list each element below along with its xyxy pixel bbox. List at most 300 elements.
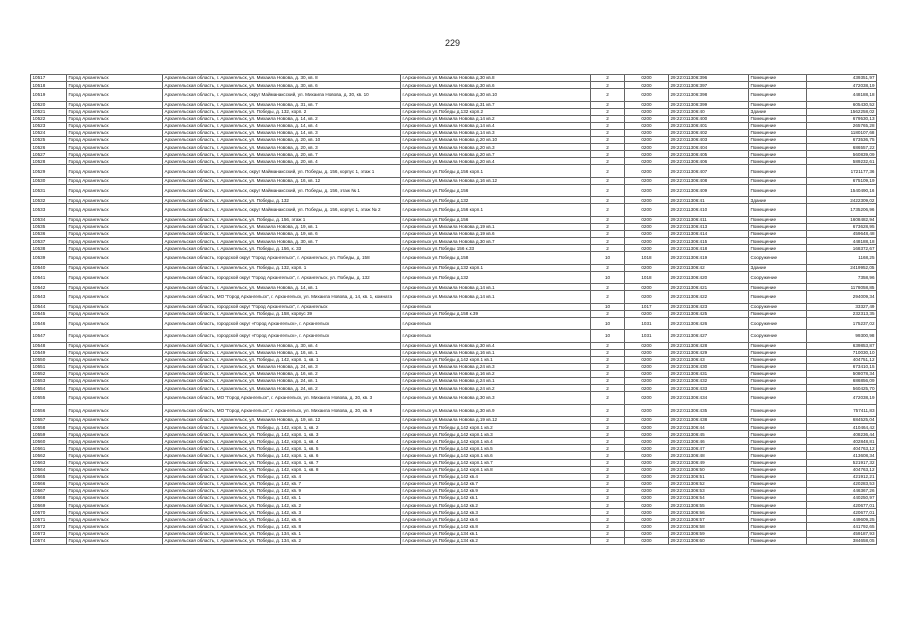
cell-cadastral-value: 441792,65 <box>807 523 877 530</box>
cell-cadastral-number: 29:22:011306:51 <box>669 473 749 480</box>
cell-record-number: 10557 <box>31 417 67 424</box>
cell-object-type: 2 <box>591 480 625 487</box>
cell-cadastral-value: 413608,34 <box>807 452 877 459</box>
cell-cadastral-number: 29:22:011306:47 <box>669 445 749 452</box>
cell-purpose: Помещение <box>749 502 807 509</box>
cell-record-number: 10518 <box>31 82 67 89</box>
cell-purpose: Помещение <box>749 82 807 89</box>
cell-short-address: г.Архангельск ул.Михаила Новова д.30 кв.6 <box>401 82 591 89</box>
cell-record-number: 10564 <box>31 466 67 473</box>
cell-purpose: Помещение <box>749 495 807 502</box>
cell-object-type: 2 <box>591 89 625 101</box>
table-row <box>31 101 877 108</box>
cell-object-type: 2 <box>591 310 625 317</box>
cell-full-address: Архангельская область, г. Архангельск, ул. Михаила Новова, д. 24, кв. 2 <box>163 385 401 392</box>
cell-purpose: Помещение <box>749 480 807 487</box>
cell-short-address: г.Архангельск ул.Михаила Новова д.14 кв.3 <box>401 129 591 136</box>
cell-settlement: Город Архангельск <box>67 223 163 230</box>
cell-purpose: Помещение <box>749 473 807 480</box>
cell-object-type: 2 <box>591 537 625 544</box>
cell-object-type: 2 <box>591 487 625 494</box>
cell-object-code: 0200 <box>625 216 669 223</box>
cell-settlement: Город Архангельск <box>67 404 163 416</box>
cell-cadastral-number: 29:22:011306:428 <box>669 342 749 349</box>
cell-purpose: Помещение <box>749 516 807 523</box>
cell-record-number: 10549 <box>31 349 67 356</box>
cell-object-code: 0200 <box>625 417 669 424</box>
cell-purpose: Помещение <box>749 530 807 537</box>
cell-cadastral-value: 408236,44 <box>807 431 877 438</box>
cell-full-address: Архангельская область, г. Архангельск, ул. Победы, д. 156, этаж 1 <box>163 216 401 223</box>
cell-short-address: г.Архангельск ул.Победы д.132 <box>401 197 591 204</box>
cell-object-type: 2 <box>591 245 625 252</box>
cell-cadastral-value: 560425,70 <box>807 385 877 392</box>
cell-purpose: Помещение <box>749 245 807 252</box>
cell-object-code: 0200 <box>625 108 669 115</box>
cell-object-code: 0200 <box>625 392 669 404</box>
cell-settlement: Город Архангельск <box>67 122 163 129</box>
cell-object-code: 0200 <box>625 184 669 196</box>
cell-full-address: Архангельская область, г. Архангельск, ул. Михаила Новова, д. 20, кв. 4 <box>163 158 401 165</box>
cell-settlement: Город Архангельск <box>67 151 163 158</box>
cell-object-type: 2 <box>591 342 625 349</box>
cell-settlement: Город Архангельск <box>67 158 163 165</box>
cell-record-number: 10528 <box>31 158 67 165</box>
cell-object-code: 0200 <box>625 487 669 494</box>
cell-record-number: 10530 <box>31 177 67 184</box>
cell-settlement: Город Архангельск <box>67 184 163 196</box>
cell-short-address: г.Архангельск ул.Михаила Новова д.19 кв.1 <box>401 223 591 230</box>
cell-full-address: Архангельская область, г. Архангельск, ул. Михаила Новова, д. 20, кв. 7 <box>163 151 401 158</box>
table-row <box>31 473 877 480</box>
cell-object-type: 2 <box>591 530 625 537</box>
cell-short-address: г.Архангельск ул.Михаила Новова д.19 кв.12 <box>401 417 591 424</box>
cell-record-number: 10542 <box>31 284 67 291</box>
cell-full-address: Архангельская область, г. Архангельск, ул. Победы, д. 142, корп. 1, кв. 5 <box>163 445 401 452</box>
cell-object-type: 2 <box>591 404 625 416</box>
cell-object-code: 0200 <box>625 537 669 544</box>
table-row <box>31 480 877 487</box>
cell-object-code: 0200 <box>625 137 669 144</box>
cell-cadastral-number: 29:22:011306:44 <box>669 424 749 431</box>
cell-object-code: 0200 <box>625 238 669 245</box>
table-row <box>31 144 877 151</box>
cell-cadastral-number: 29:22:011306:398 <box>669 89 749 101</box>
cell-full-address: Архангельская область, г. Архангельск, ул. Победы, д. 142, корп. 1, кв. 6 <box>163 452 401 459</box>
cell-purpose: Помещение <box>749 291 807 303</box>
cell-object-type: 2 <box>591 438 625 445</box>
cell-full-address: Архангельская область, г. Архангельск, ул. Михаила Новова, д. 16, кв. 2 <box>163 370 401 377</box>
cell-object-type: 2 <box>591 115 625 122</box>
cell-record-number: 10561 <box>31 445 67 452</box>
table-row <box>31 438 877 445</box>
cell-record-number: 10543 <box>31 291 67 303</box>
cell-object-code: 0200 <box>625 349 669 356</box>
cell-purpose: Помещение <box>749 417 807 424</box>
cell-record-number: 10555 <box>31 392 67 404</box>
cell-short-address: г.Архангельск ул.Победы д.132 корп.2 <box>401 108 591 115</box>
cell-full-address: Архангельская область, г. Архангельск, ул. Победы, д. 132, корп. 2 <box>163 108 401 115</box>
cell-object-type: 2 <box>591 495 625 502</box>
cell-purpose: Помещение <box>749 216 807 223</box>
cell-cadastral-number: 29:22:011306:54 <box>669 495 749 502</box>
cell-object-code: 0200 <box>625 385 669 392</box>
cell-cadastral-number: 29:22:011306:406 <box>669 158 749 165</box>
cell-full-address: Архангельская область, городской округ «Город Архангельск», г. Архангельск <box>163 317 401 329</box>
cell-cadastral-number: 29:22:011306:426 <box>669 317 749 329</box>
cell-cadastral-number: 29:22:011306:421 <box>669 284 749 291</box>
cell-full-address: Архангельская область, г. Архангельск, ул. Михаила Новова, д. 20, кв. 10 <box>163 137 401 144</box>
cell-record-number: 10538 <box>31 245 67 252</box>
cell-full-address: Архангельская область, г. Архангельск, ул. Победы, д. 156, к. 33 <box>163 245 401 252</box>
cell-record-number: 10565 <box>31 473 67 480</box>
cell-record-number: 10517 <box>31 75 67 82</box>
cell-object-code: 0200 <box>625 473 669 480</box>
cell-cadastral-value: 1180107,68 <box>807 129 877 136</box>
cell-cadastral-value: 1540490,16 <box>807 184 877 196</box>
cell-object-code: 0200 <box>625 310 669 317</box>
cell-object-code: 0200 <box>625 204 669 216</box>
cell-record-number: 10521 <box>31 108 67 115</box>
cell-object-type: 2 <box>591 452 625 459</box>
cell-object-code: 0200 <box>625 445 669 452</box>
cell-cadastral-value: 449609,25 <box>807 516 877 523</box>
cell-purpose: Сооружение <box>749 303 807 310</box>
cell-cadastral-number: 29:22:011306:41 <box>669 197 749 204</box>
cell-record-number: 10525 <box>31 137 67 144</box>
cell-cadastral-number: 29:22:011306:419 <box>669 252 749 264</box>
cell-cadastral-number: 29:22:011306:53 <box>669 487 749 494</box>
cell-full-address: Архангельская область, городской округ "Город Архангельск", г. Архангельск <box>163 303 401 310</box>
cell-full-address: Архангельская область, г. Архангельск, ул. Победы, д. 134, кв. 2 <box>163 537 401 544</box>
cell-object-code: 1018 <box>625 271 669 283</box>
cell-cadastral-number: 29:22:011306:45 <box>669 431 749 438</box>
cell-object-type: 2 <box>591 516 625 523</box>
cell-settlement: Город Архангельск <box>67 452 163 459</box>
cell-record-number: 10558 <box>31 424 67 431</box>
cell-purpose: Помещение <box>749 165 807 177</box>
cell-settlement: Город Архангельск <box>67 392 163 404</box>
cell-cadastral-number: 29:22:011306:423 <box>669 303 749 310</box>
cell-cadastral-value: 402848,81 <box>807 438 877 445</box>
cell-cadastral-number: 29:22:011306:52 <box>669 480 749 487</box>
cell-short-address: г.Архангельск ул.Победы д.156 корп.1 <box>401 165 591 177</box>
cell-record-number: 10570 <box>31 509 67 516</box>
table-row <box>31 303 877 310</box>
cell-record-number: 10520 <box>31 101 67 108</box>
table-row <box>31 317 877 329</box>
table-row <box>31 466 877 473</box>
cell-object-type: 2 <box>591 445 625 452</box>
cell-purpose: Помещение <box>749 509 807 516</box>
cell-object-code: 1018 <box>625 252 669 264</box>
cell-purpose: Помещение <box>749 392 807 404</box>
cell-cadastral-number: 29:22:011306:402 <box>669 129 749 136</box>
cell-short-address: г.Архангельск ул.Михаила Новова д.16 кв.2 <box>401 370 591 377</box>
cell-settlement: Город Архангельск <box>67 238 163 245</box>
table-row <box>31 431 877 438</box>
cell-record-number: 10559 <box>31 431 67 438</box>
table-row <box>31 230 877 237</box>
cell-short-address: г.Архангельск ул.Михаила Новова д.30 кв.4 <box>401 342 591 349</box>
cell-cadastral-value: 404751,12 <box>807 356 877 363</box>
cell-object-code: 0200 <box>625 144 669 151</box>
cell-purpose: Помещение <box>749 431 807 438</box>
cell-full-address: Архангельская область, г. Архангельск, ул. Победы, д. 142, кв. 8 <box>163 523 401 530</box>
cell-object-code: 1031 <box>625 317 669 329</box>
cell-short-address: г.Архангельск ул.Михаила Новова д.20 кв.3 <box>401 144 591 151</box>
cell-object-type: 2 <box>591 75 625 82</box>
table-row <box>31 204 877 216</box>
cell-cadastral-number: 29:22:011306:50 <box>669 466 749 473</box>
cell-cadastral-value: 459648,48 <box>807 230 877 237</box>
table-row <box>31 363 877 370</box>
cell-record-number: 10524 <box>31 129 67 136</box>
cell-object-code: 0200 <box>625 459 669 466</box>
cell-object-type: 2 <box>591 291 625 303</box>
cell-object-type: 2 <box>591 177 625 184</box>
cell-cadastral-value: 232313,35 <box>807 310 877 317</box>
cell-short-address: г.Архангельск ул.Победы д.158 к.39 <box>401 310 591 317</box>
table-row <box>31 108 877 115</box>
cell-object-code: 0200 <box>625 363 669 370</box>
cell-record-number: 10553 <box>31 378 67 385</box>
cell-record-number: 10568 <box>31 495 67 502</box>
cell-record-number: 10534 <box>31 216 67 223</box>
cell-purpose: Помещение <box>749 122 807 129</box>
cell-full-address: Архангельская область, г. Архангельск, ул. Михаила Новова, д. 30, кв. 4 <box>163 342 401 349</box>
cell-full-address: Архангельская область, г. Архангельск, ул. Михаила Новова, д. 24, кв. 1 <box>163 378 401 385</box>
cell-settlement: Город Архангельск <box>67 137 163 144</box>
cell-purpose: Помещение <box>749 310 807 317</box>
cell-full-address: Архангельская область, г. Архангельск, ул. Победы, д. 142, кв. 6 <box>163 516 401 523</box>
cell-cadastral-value: 1608482,94 <box>807 216 877 223</box>
table-row <box>31 459 877 466</box>
cell-purpose: Помещение <box>749 424 807 431</box>
table-row <box>31 197 877 204</box>
cell-short-address: г.Архангельск ул.Михаила Новова д.14 кв.1 <box>401 284 591 291</box>
cell-object-type: 2 <box>591 101 625 108</box>
table-row <box>31 223 877 230</box>
cell-cadastral-value: 420677,01 <box>807 509 877 516</box>
cell-cadastral-number: 29:22:011306:415 <box>669 238 749 245</box>
cell-record-number: 10533 <box>31 204 67 216</box>
cell-settlement: Город Архангельск <box>67 438 163 445</box>
registry-body <box>31 75 877 545</box>
cell-settlement: Город Архангельск <box>67 165 163 177</box>
cell-full-address: Архангельская область, г. Архангельск, ул. Михаила Новова, д. 19, кв. 12 <box>163 417 401 424</box>
cell-settlement: Город Архангельск <box>67 303 163 310</box>
cell-short-address: г.Архангельск ул.Победы д.142 кв.3 <box>401 509 591 516</box>
cell-cadastral-number: 29:22:011306:396 <box>669 75 749 82</box>
cell-record-number: 10560 <box>31 438 67 445</box>
cell-purpose: Помещение <box>749 184 807 196</box>
cell-full-address: Архангельская область, г. Архангельск, ул. Михаила Новова, д. 14, кв. 1 <box>163 284 401 291</box>
cell-full-address: Архангельская область, г. Архангельск, ул. Михаила Новова, д. 14, кв. 3 <box>163 129 401 136</box>
cell-object-type: 2 <box>591 284 625 291</box>
cell-settlement: Город Архангельск <box>67 264 163 271</box>
cell-short-address: г.Архангельск ул.Победы д.142 корп.1 кв.8 <box>401 466 591 473</box>
cell-purpose: Помещение <box>749 101 807 108</box>
table-row <box>31 216 877 223</box>
cell-settlement: Город Архангельск <box>67 330 163 342</box>
cell-full-address: Архангельская область, г. Архангельск, ул. Победы, д. 142, кв. 7 <box>163 480 401 487</box>
cell-settlement: Город Архангельск <box>67 385 163 392</box>
cell-cadastral-value: 420677,01 <box>807 502 877 509</box>
cell-full-address: Архангельская область, г. Архангельск, ул. Победы, д. 142, корп. 1, кв. 1 <box>163 356 401 363</box>
table-row <box>31 165 877 177</box>
cell-short-address: г.Архангельск <box>401 317 591 329</box>
cell-cadastral-number: 29:22:011306:55 <box>669 502 749 509</box>
cell-cadastral-value: 1735206,96 <box>807 204 877 216</box>
cell-settlement: Город Архангельск <box>67 252 163 264</box>
table-row <box>31 151 877 158</box>
cell-cadastral-value: 1562258,02 <box>807 108 877 115</box>
cell-settlement: Город Архангельск <box>67 537 163 544</box>
cell-settlement: Город Архангельск <box>67 378 163 385</box>
cell-settlement: Город Архангельск <box>67 144 163 151</box>
cell-short-address: г.Архангельск ул.Михаила Новова д.30 кв.3 <box>401 392 591 404</box>
cell-full-address: Архангельская область, г. Архангельск, ул. Михаила Новова, д. 30, кв. 8 <box>163 75 401 82</box>
cell-cadastral-value: 404763,12 <box>807 466 877 473</box>
table-row <box>31 271 877 283</box>
cell-full-address: Архангельская область, городской округ "Город Архангельск", г. Архангельск, ул. Победы, д. 158 <box>163 252 401 264</box>
cell-settlement: Город Архангельск <box>67 197 163 204</box>
table-row <box>31 530 877 537</box>
cell-object-type: 2 <box>591 230 625 237</box>
cell-cadastral-number: 29:22:011306:427 <box>669 330 749 342</box>
table-row <box>31 75 877 82</box>
cell-record-number: 10539 <box>31 252 67 264</box>
cell-full-address: Архангельская область, г. Архангельск, ул. Михаила Новова, д. 20, кв. 3 <box>163 144 401 151</box>
table-row <box>31 82 877 89</box>
cell-purpose: Помещение <box>749 137 807 144</box>
cell-object-type: 2 <box>591 502 625 509</box>
cell-object-type: 2 <box>591 466 625 473</box>
cell-short-address: г.Архангельск ул.Победы д.158 <box>401 252 591 264</box>
cell-record-number: 10519 <box>31 89 67 101</box>
cell-full-address: Архангельская область, г. Архангельск, округ Майманаксский, ул. Победы, д. 156, корпус 1, этаж 1 <box>163 165 401 177</box>
cell-cadastral-number: 29:22:011306:48 <box>669 452 749 459</box>
cell-cadastral-value: 472038,19 <box>807 82 877 89</box>
cell-full-address: Архангельская область, МО "Город Архангельск", г. Архангельск, ул. Михаила Новова, д. 30, кв. 3 <box>163 392 401 404</box>
cell-settlement: Город Архангельск <box>67 431 163 438</box>
cell-cadastral-value: 757411,83 <box>807 404 877 416</box>
cell-purpose: Здание <box>749 264 807 271</box>
cell-short-address: г.Архангельск ул.Победы д.134 кв.1 <box>401 530 591 537</box>
cell-cadastral-number: 29:22:011306:414 <box>669 230 749 237</box>
cell-record-number: 10563 <box>31 459 67 466</box>
cell-purpose: Помещение <box>749 238 807 245</box>
cell-settlement: Город Архангельск <box>67 115 163 122</box>
cell-cadastral-value: 448188,18 <box>807 89 877 101</box>
cell-cadastral-value: 1168,25 <box>807 252 877 264</box>
cell-cadastral-value: 294009,34 <box>807 291 877 303</box>
cell-short-address: г.Архангельск <box>401 330 591 342</box>
cell-settlement: Город Архангельск <box>67 473 163 480</box>
cell-cadastral-number: 29:22:011306:431 <box>669 370 749 377</box>
cell-settlement: Город Архангельск <box>67 204 163 216</box>
cell-object-code: 0200 <box>625 509 669 516</box>
cell-record-number: 10547 <box>31 330 67 342</box>
cell-cadastral-value: 673410,15 <box>807 363 877 370</box>
cell-cadastral-number: 29:22:011306:420 <box>669 271 749 283</box>
cell-cadastral-value: 1721177,36 <box>807 165 877 177</box>
cell-object-type: 2 <box>591 144 625 151</box>
cell-full-address: Архангельская область, г. Архангельск, ул. Победы, д. 142, кв. 1 <box>163 495 401 502</box>
cell-full-address: Архангельская область, г. Архангельск, ул. Михаила Новова, д. 24, кв. 3 <box>163 363 401 370</box>
cell-object-code: 0200 <box>625 101 669 108</box>
cell-cadastral-number: 29:22:011306:409 <box>669 184 749 196</box>
cell-cadastral-number: 29:22:011306:401 <box>669 122 749 129</box>
cell-short-address: г.Архангельск ул.Михаила Новова д.30 кв.10 <box>401 89 591 101</box>
table-row <box>31 330 877 342</box>
cell-object-type: 2 <box>591 392 625 404</box>
cell-purpose: Помещение <box>749 75 807 82</box>
cell-cadastral-value: 1178058,85 <box>807 284 877 291</box>
cell-cadastral-number: 29:22:011306:435 <box>669 404 749 416</box>
table-row <box>31 129 877 136</box>
table-row <box>31 404 877 416</box>
cell-short-address: г.Архангельск ул.Победы д.142 кв.4 <box>401 473 591 480</box>
cell-purpose: Помещение <box>749 151 807 158</box>
cell-object-code: 0200 <box>625 495 669 502</box>
cell-purpose: Помещение <box>749 129 807 136</box>
cell-record-number: 10573 <box>31 530 67 537</box>
cell-full-address: Архангельская область, г. Архангельск, ул. Михаила Новова, д. 14, кв. 2 <box>163 115 401 122</box>
cell-object-type: 2 <box>591 356 625 363</box>
cell-record-number: 10546 <box>31 317 67 329</box>
cell-cadastral-number: 29:22:011306:405 <box>669 151 749 158</box>
cell-settlement: Город Архангельск <box>67 284 163 291</box>
table-row <box>31 291 877 303</box>
cell-cadastral-value: 384658,05 <box>807 537 877 544</box>
cell-cadastral-number: 29:22:011306:438 <box>669 417 749 424</box>
cell-object-code: 0200 <box>625 438 669 445</box>
table-row <box>31 378 877 385</box>
cell-settlement: Город Архангельск <box>67 230 163 237</box>
cell-record-number: 10562 <box>31 452 67 459</box>
cell-short-address: г.Архангельск ул.Михаила Новова д.16 кв.12 <box>401 177 591 184</box>
cell-object-code: 0200 <box>625 151 669 158</box>
cell-short-address: г.Архангельск <box>401 303 591 310</box>
cell-settlement: Город Архангельск <box>67 245 163 252</box>
cell-full-address: Архангельская область, г. Архангельск, ул. Победы, д. 142, корп. 1, кв. 2 <box>163 424 401 431</box>
cell-object-type: 2 <box>591 385 625 392</box>
cell-object-type: 2 <box>591 424 625 431</box>
cell-object-code: 0200 <box>625 466 669 473</box>
cell-record-number: 10536 <box>31 230 67 237</box>
cell-settlement: Город Архангельск <box>67 516 163 523</box>
cell-object-code: 0200 <box>625 502 669 509</box>
table-row <box>31 445 877 452</box>
cell-cadastral-value: 560839,09 <box>807 151 877 158</box>
cell-short-address: г.Архангельск ул.Михаила Новова д.20 кв.7 <box>401 151 591 158</box>
cell-full-address: Архангельская область, г. Архангельск, ул. Михаила Новова, д. 30, кв. 7 <box>163 238 401 245</box>
cell-settlement: Город Архангельск <box>67 310 163 317</box>
cell-full-address: Архангельская область, МО "Город Архангельск", г. Архангельск, ул. Михаила Новова, д. 30, кв. 9 <box>163 404 401 416</box>
cell-settlement: Город Архангельск <box>67 509 163 516</box>
cell-full-address: Архангельская область, г. Архангельск, ул. Победы, д. 142, корп. 1, кв. 7 <box>163 459 401 466</box>
cell-object-code: 0200 <box>625 431 669 438</box>
cell-short-address: г.Архангельск ул.Михаила Новова д.14 кв.1 <box>401 291 591 303</box>
cell-full-address: Архангельская область, городской округ «Город Архангельск», г. Архангельск <box>163 330 401 342</box>
cell-short-address: г.Архангельск ул.Михаила Новова д.14 кв.4 <box>401 122 591 129</box>
cell-cadastral-value: 175237,02 <box>807 317 877 329</box>
cell-short-address: г.Архангельск ул.Победы д.142 корп.1 кв.6 <box>401 452 591 459</box>
cell-cadastral-number: 29:22:011306:397 <box>669 82 749 89</box>
cell-object-type: 2 <box>591 523 625 530</box>
